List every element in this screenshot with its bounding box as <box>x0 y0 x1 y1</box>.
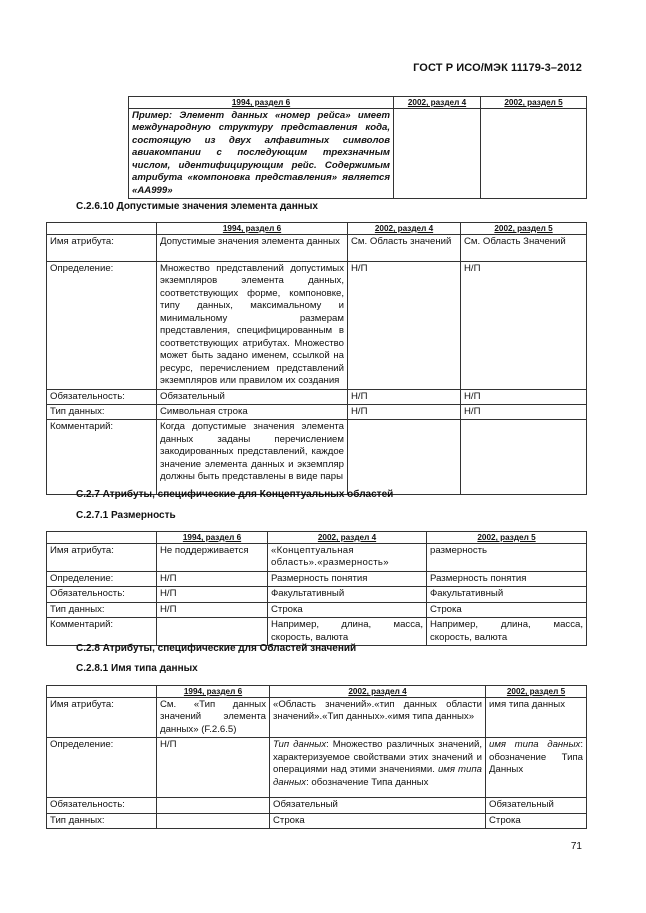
col-header-2002-5: 2002, раздел 5 <box>461 223 587 235</box>
cell-2002-4: Обязательный <box>270 798 486 813</box>
cell-2002-4 <box>348 420 461 495</box>
row-label: Обязательность: <box>47 798 157 813</box>
cell-2002-4: Н/П <box>348 389 461 404</box>
col-header-1994: 1994, раздел 6 <box>157 223 348 235</box>
heading-c28: С.2.8 Атрибуты, специфические для Областей значений <box>76 643 357 654</box>
cell-2002-4: Факультативный <box>268 587 427 602</box>
cell-2002-4: Строка <box>268 602 427 617</box>
cell-2002-5: Например, длина, масса, скорость, валюта <box>427 618 587 646</box>
cell-2002-4: Н/П <box>348 405 461 420</box>
heading-c281: С.2.8.1 Имя типа данных <box>76 663 198 674</box>
row-label: Комментарий: <box>47 618 157 646</box>
table-c281 <box>46 685 587 829</box>
document-header: ГОСТ Р ИСО/МЭК 11179-3–2012 <box>413 62 582 74</box>
table-c271 <box>46 531 587 646</box>
row-label: Тип данных: <box>47 405 157 420</box>
heading-c27: С.2.7 Атрибуты, специфические для Концептуальных областей <box>76 489 394 500</box>
cell-1994: Н/П <box>157 571 268 586</box>
cell-2002-5: См. Область Значений <box>461 234 587 261</box>
row-label: Определение: <box>47 571 157 586</box>
col-header-1994: 1994, раздел 6 <box>129 97 394 109</box>
term-data-type: Тип данных <box>273 739 327 751</box>
row-label: Определение: <box>47 738 157 798</box>
heading-c271: С.2.7.1 Размерность <box>76 510 176 521</box>
cell-2002-5: размерность <box>427 543 587 571</box>
col-header-2002-5: 2002, раздел 5 <box>427 532 587 544</box>
term-data-type-name: имя типа данных <box>273 764 482 788</box>
cell-1994: Н/П <box>157 738 270 798</box>
cell-1994: Обязательный <box>157 389 348 404</box>
cell-2002-4: Строка <box>270 813 486 828</box>
example-text: Пример: Элемент данных «номер рейса» имеет международную структуру представления кода, состоящую из двух алфавитных символов авиакомпании с последующим трехзначным числом, идентифицирующим рейс. Содержимым атрибута «компоновка представления» является «АА999» <box>129 109 394 199</box>
cell-2002-4: Например, длина, масса, скорость, валюта <box>268 618 427 646</box>
heading-c2610: С.2.6.10 Допустимые значения элемента данных <box>76 201 318 212</box>
row-label: Имя атрибута: <box>47 234 157 261</box>
row-label: Имя атрибута: <box>47 543 157 571</box>
row-label: Обязательность: <box>47 389 157 404</box>
definition-text: : Множество различных значений, характеризуемое свойствами этих значений и операциями над этими значениями. <box>273 739 482 776</box>
cell-2002-5: Строка <box>486 813 587 828</box>
example-table <box>128 96 587 199</box>
col-header-2002-4: 2002, раздел 4 <box>270 686 486 698</box>
cell-2002-4: «Область значений».«тип данных области значений».«Тип данных».«имя типа данных» <box>270 697 486 737</box>
cell-1994 <box>157 813 270 828</box>
cell-1994: Допустимые значения элемента данных <box>157 234 348 261</box>
cell-1994: Множество представлений допустимых экземпляров элемента данных, соответствующих форме, компоновке, типу данных, максимальному и минимальному размерам представления, специфицированным в соответствующих атрибутах. Множество может быть задано именем, ссылкой на ресурс, перечислением представлений экземпляров или правилом их создания <box>157 261 348 389</box>
row-label: Тип данных: <box>47 813 157 828</box>
cell-1994: См. «Тип данных значений элемента данных» (F.2.6.5) <box>157 697 270 737</box>
col-header-1994: 1994, раздел 6 <box>157 686 270 698</box>
cell-2002-5: Н/П <box>461 405 587 420</box>
cell-2002-5: Н/П <box>461 389 587 404</box>
definition-text: : обозначение Типа данных <box>306 776 429 788</box>
cell-2002-5: имя типа данных <box>486 697 587 737</box>
page-number: 71 <box>570 841 582 852</box>
col-header-2002-4: 2002, раздел 4 <box>268 532 427 544</box>
cell-2002-5: Обязательный <box>486 798 587 813</box>
cell-2002-5: Строка <box>427 602 587 617</box>
cell-2002-4: «Концептуальная область».«размерность» <box>268 543 427 571</box>
row-label: Обязательность: <box>47 587 157 602</box>
col-header-2002-4: 2002, раздел 4 <box>394 97 481 109</box>
cell-1994 <box>157 798 270 813</box>
cell-2002-5 <box>461 420 587 495</box>
row-label: Имя атрибута: <box>47 697 157 737</box>
cell-2002-5: Факультативный <box>427 587 587 602</box>
cell-2002-4: Размерность понятия <box>268 571 427 586</box>
cell-1994: Символьная строка <box>157 405 348 420</box>
cell-2002-4 <box>270 738 486 798</box>
cell-1994: Н/П <box>157 587 268 602</box>
cell-1994: Н/П <box>157 602 268 617</box>
cell-2002-4: См. Область значений <box>348 234 461 261</box>
cell-2002-5 <box>486 738 587 798</box>
col-header-2002-5: 2002, раздел 5 <box>486 686 587 698</box>
cell-2002-5: Н/П <box>461 261 587 389</box>
col-header-1994: 1994, раздел 6 <box>157 532 268 544</box>
col-header-2002-5: 2002, раздел 5 <box>481 97 587 109</box>
table-c2610 <box>46 222 587 495</box>
row-label: Комментарий: <box>47 420 157 495</box>
cell-1994: Когда допустимые значения элемента данных заданы перечислением закодированных представлений, каждое значение элемента данных и экземпляр должны быть представлены в виде пары <box>157 420 348 495</box>
definition-text: : обозначение Типа Данных <box>489 739 583 776</box>
col-header-2002-4: 2002, раздел 4 <box>348 223 461 235</box>
cell-2002-5: Размерность понятия <box>427 571 587 586</box>
cell-2002-4: Н/П <box>348 261 461 389</box>
term-data-type-name: имя типа данных <box>489 739 581 751</box>
cell-1994: Не поддерживается <box>157 543 268 571</box>
row-label: Тип данных: <box>47 602 157 617</box>
row-label: Определение: <box>47 261 157 389</box>
